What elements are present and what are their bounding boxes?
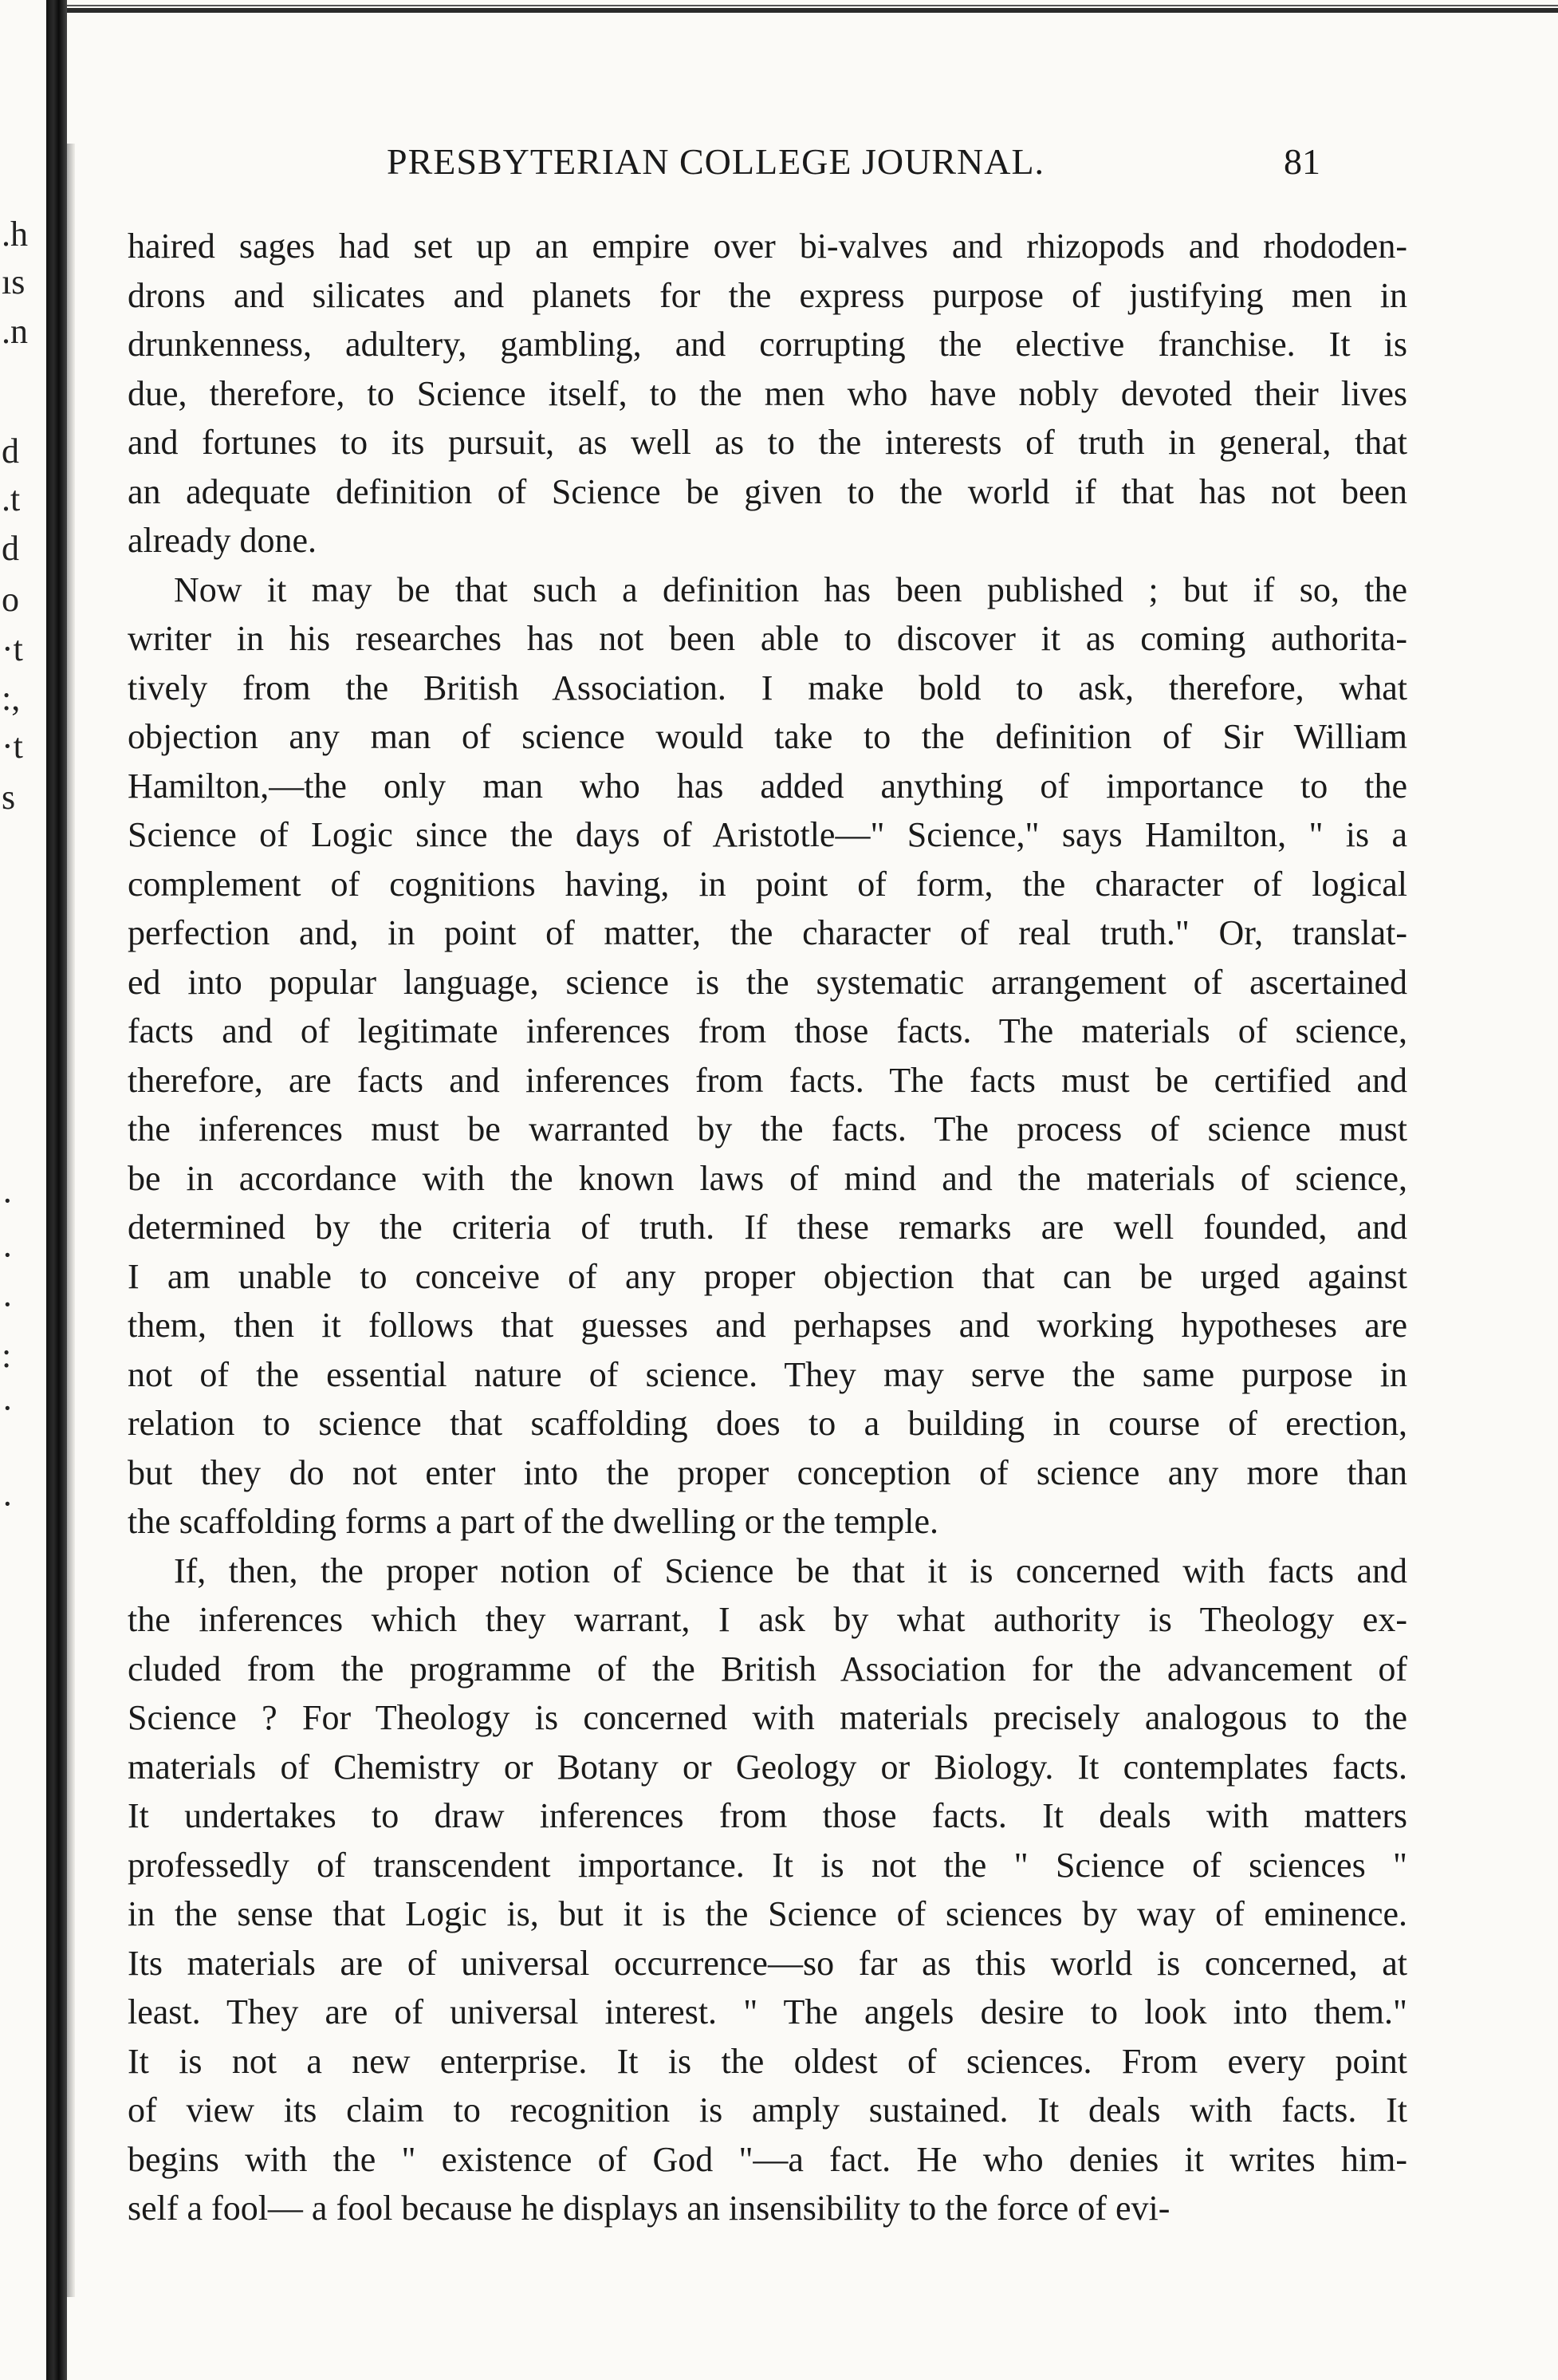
previous-page-margin [0,0,46,2380]
margin-fragment: ·t [2,727,23,766]
page-header [128,140,1419,196]
body-text [128,222,1407,2233]
margin-fragment: ıs [2,262,26,301]
text-line: not of the essential nature of science. They may serve the same purpose in [128,1354,1407,1394]
top-edge-rule [46,8,1558,13]
text-line: complement of cognitions having, in point of form, the character of logical [128,864,1407,904]
margin-fragment: · [2,1235,14,1275]
text-line: due, therefore, to Science itself, to the men who have nobly devoted their lives [128,373,1407,413]
top-edge-line [46,5,1558,6]
text-line: but they do not enter into the proper conception of science any more than [128,1452,1407,1492]
text-line: therefore, are facts and inferences from facts. The facts must be certified and [128,1060,1407,1100]
gutter-shading [67,144,75,2297]
text-line: the scaffolding forms a part of the dwelling or the temple. [128,1502,939,1541]
margin-fragment: .t [2,479,21,518]
text-line: Now it may be that such a definition has been published ; but if so, the [174,569,1407,609]
text-line: the inferences which they warrant, I ask by what authority is Theology ex- [128,1600,1407,1639]
page-number: 81 [1284,141,1320,182]
text-line: It undertakes to draw inferences from those facts. It deals with matters [128,1796,1407,1835]
paragraph [128,565,1407,1547]
margin-fragment: d [2,529,19,568]
text-line: drunkenness, adultery, gambling, and corrupting the elective franchise. It is [128,325,1407,364]
text-line: the inferences must be warranted by the facts. The process of science must [128,1109,1407,1149]
text-line: Its materials are of universal occurrence—so far as this world is concerned, at [128,1943,1407,1983]
text-line: already done. [128,521,317,560]
text-line: Science of Logic since the days of Aristotle—" Science," says Hamilton, " is a [128,815,1407,854]
book-spine-shadow [46,0,67,2380]
text-line: perfection and, in point of matter, the character of real truth." Or, translat- [128,913,1407,952]
text-line: Science ? For Theology is concerned with materials precisely analogous to the [128,1698,1407,1737]
margin-fragment: · [2,1285,14,1324]
margin-fragment: · [2,1484,14,1523]
margin-fragment: .h [2,215,28,254]
text-line: It is not a new enterprise. It is the oldest of sciences. From every point [128,2041,1407,2081]
running-title: PRESBYTERIAN COLLEGE JOURNAL. [387,141,1045,182]
paragraph [128,222,1407,565]
text-line: materials of Chemistry or Botany or Geology or Biology. It contemplates facts. [128,1747,1407,1787]
text-line: tively from the British Association. I make bold to ask, therefore, what [128,668,1407,707]
margin-fragment: o [2,580,19,619]
margin-fragment: s [2,778,16,817]
text-line: relation to science that scaffolding does to a building in course of erection, [128,1404,1407,1443]
text-line: cluded from the programme of the British Association for the advancement of [128,1649,1407,1688]
text-line: Hamilton,—the only man who has added anything of importance to the [128,766,1407,806]
text-line: professedly of transcendent importance. It is not the " Science of sciences " [128,1845,1407,1885]
text-line: begins with the " existence of God "—a fact. He who denies it writes him- [128,2139,1407,2179]
text-line: determined by the criteria of truth. If these remarks are well founded, and [128,1208,1407,1247]
paragraph [128,1547,1407,2233]
margin-fragment: d [2,431,19,471]
text-line: and fortunes to its pursuit, as well as to the interests of truth in general, that [128,423,1407,462]
margin-fragment: .n [2,312,28,351]
text-line: in the sense that Logic is, but it is the Science of sciences by way of eminence. [128,1894,1407,1933]
margin-fragment: · [2,1181,14,1220]
text-line: self a fool— a fool because he displays an insensibility to the force of evi- [128,2189,1170,2228]
margin-fragment: :, [2,679,21,718]
text-line: of view its claim to recognition is amply sustained. It deals with facts. It [128,2090,1407,2130]
text-line: be in accordance with the known laws of mind and the materials of science, [128,1158,1407,1198]
text-line: If, then, the proper notion of Science be that it is concerned with facts and [174,1551,1407,1590]
text-line: haired sages had set up an empire over bi-valves and rhizopods and rhododen- [128,227,1407,266]
text-line: ed into popular language, science is the systematic arrangement of ascertained [128,962,1407,1002]
text-line: an adequate definition of Science be given to the world if that has not been [128,471,1407,511]
text-line: objection any man of science would take to the definition of Sir William [128,717,1407,756]
margin-fragment: ·t [2,629,23,668]
text-line: least. They are of universal interest. " The angels desire to look into them." [128,1992,1407,2031]
text-line: drons and silicates and planets for the express purpose of justifying men in [128,275,1407,315]
margin-fragment: · [2,1389,14,1428]
text-line: I am unable to conceive of any proper objection that can be urged against [128,1256,1407,1296]
text-line: writer in his researches has not been able to discover it as coming authorita- [128,619,1407,658]
margin-fragment: : [2,1336,12,1375]
text-line: facts and of legitimate inferences from those facts. The materials of science, [128,1011,1407,1050]
text-line: them, then it follows that guesses and perhapses and working hypotheses are [128,1306,1407,1345]
